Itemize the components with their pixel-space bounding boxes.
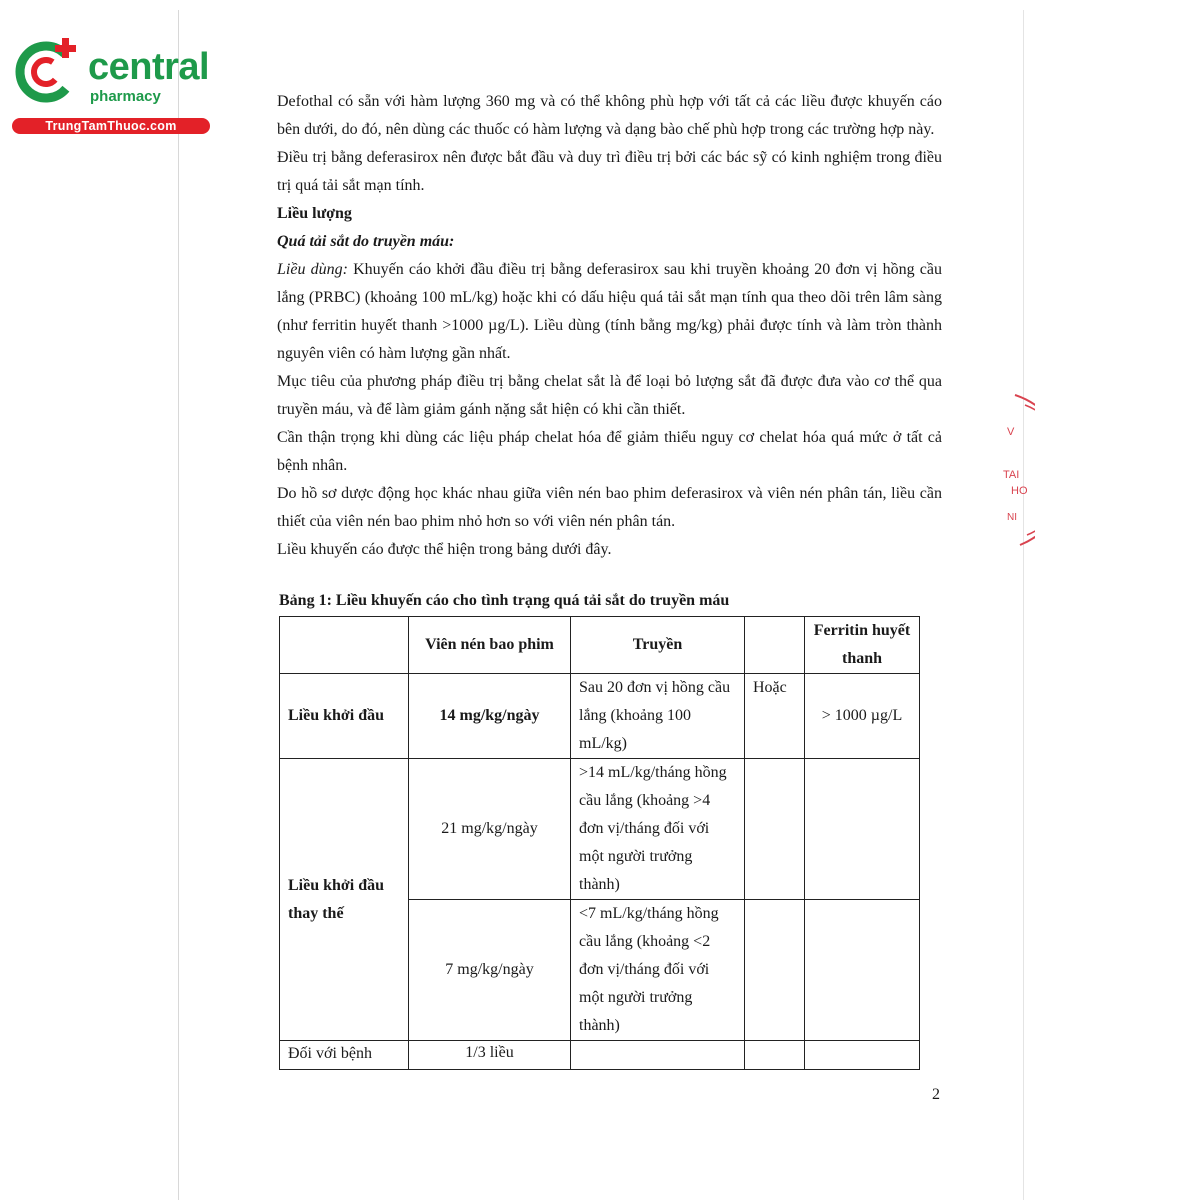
cell-alt-dose-low: 7 mg/kg/ngày <box>409 900 571 1041</box>
header-cell-ferritin: Ferritin huyết thanh <box>805 617 920 674</box>
table-row <box>280 759 920 900</box>
row-label-patient: Đối với bệnh <box>280 1041 409 1070</box>
heading-dosage: Liều lượng <box>277 205 352 222</box>
cell-third-dose: 1/3 liều <box>409 1041 571 1070</box>
paragraph-3 <box>277 256 942 368</box>
cell-or: Hoặc <box>745 674 805 759</box>
cell-alt-transfusion-high: >14 mL/kg/tháng hồng cầu lắng (khoảng >4 đơn vị/tháng đối với một người trưởng thành) <box>571 759 745 900</box>
paragraph-7: Liều khuyến cáo được thể hiện trong bảng dưới đây. <box>277 541 612 558</box>
cell-ferritin-value: > 1000 µg/L <box>805 674 920 759</box>
cell-empty <box>805 900 920 1041</box>
table-caption: Bảng 1: Liều khuyến cáo cho tình trạng quá tải sắt do truyền máu <box>279 592 730 609</box>
cell-alt-dose-high: 21 mg/kg/ngày <box>409 759 571 900</box>
cell-empty <box>745 900 805 1041</box>
svg-text:V: V <box>1007 426 1015 438</box>
paragraph-3-text: Khuyến cáo khởi đầu điều trị bằng deferasirox sau khi truyền khoảng 20 đơn vị hồng cầu lắng (PRBC) (khoảng 100 mL/kg) hoặc khi có dấu hiệu quá tải sắt mạn tính qua theo dõi trên lâm sàng (như ferritin huyết thanh >1000 µg/L). Liều dùng (tính bằng mg/kg) phải được tính và làm tròn thành nguyên viên có hàm lượng gần nhất. <box>277 261 942 362</box>
svg-text:NI: NI <box>1007 512 1017 523</box>
table-header-row <box>280 617 920 674</box>
paragraph-6: Do hồ sơ dược động học khác nhau giữa viên nén bao phim deferasirox và viên nén phân tán, liều cần thiết của viên nén bao phim nhỏ hơn so với viên nén phân tán. <box>277 485 942 530</box>
logo-brand-text: central <box>88 46 210 88</box>
paragraph-4: Mục tiêu của phương pháp điều trị bằng chelat sắt là để loại bỏ lượng sắt đã được đưa vào cơ thể qua truyền máu, và để làm giảm gánh nặng sắt hiện có khi cần thiết. <box>277 373 942 418</box>
paragraph-2: Điều trị bằng deferasirox nên được bắt đầu và duy trì điều trị bởi các bác sỹ có kinh nghiệm trong điều trị quá tải sắt mạn tính. <box>277 149 942 194</box>
cell-alt-transfusion-low: <7 mL/kg/tháng hồng cầu lắng (khoảng <2 đơn vị/tháng đối với một người trưởng thành) <box>571 900 745 1041</box>
cell-initial-dose: 14 mg/kg/ngày <box>409 674 571 759</box>
dose-label: Liều dùng: <box>277 261 348 278</box>
red-stamp-fragment <box>995 390 1035 550</box>
heading-transfusion-overload: Quá tải sắt do truyền máu: <box>277 233 455 250</box>
table-row <box>280 1041 920 1070</box>
header-cell-tablet: Viên nén bao phim <box>409 617 571 674</box>
cell-empty <box>805 1041 920 1070</box>
header-cell-blank <box>745 617 805 674</box>
page-number: 2 <box>932 1086 940 1103</box>
cell-empty <box>745 1041 805 1070</box>
logo-sub-text: pharmacy <box>90 88 161 105</box>
row-label-initial: Liều khởi đầu <box>280 674 409 759</box>
header-cell-empty <box>280 617 409 674</box>
paragraph-5: Cần thận trọng khi dùng các liệu pháp chelat hóa để giảm thiểu nguy cơ chelat hóa quá mức ở tất cả bệnh nhân. <box>277 429 942 474</box>
cell-empty <box>805 759 920 900</box>
cell-initial-transfusion: Sau 20 đơn vị hồng cầu lắng (khoảng 100 mL/kg) <box>571 674 745 759</box>
dosage-table <box>279 616 920 1070</box>
body-text <box>277 88 942 564</box>
svg-text:TAI: TAI <box>1003 469 1020 481</box>
table-row <box>280 674 920 759</box>
logo-site-badge: TrungTamThuoc.com <box>12 118 210 134</box>
svg-text:HO: HO <box>1011 485 1028 497</box>
row-label-alternative: Liều khởi đầu thay thế <box>280 759 409 1041</box>
header-cell-transfusion: Truyền <box>571 617 745 674</box>
paragraph-1: Defothal có sẵn với hàm lượng 360 mg và có thể không phù hợp với tất cả các liều được khuyến cáo bên dưới, do đó, nên dùng các thuốc có hàm lượng và dạng bào chế phù hợp trong các trường hợp này. <box>277 93 942 138</box>
cell-empty <box>745 759 805 900</box>
cell-empty <box>571 1041 745 1070</box>
